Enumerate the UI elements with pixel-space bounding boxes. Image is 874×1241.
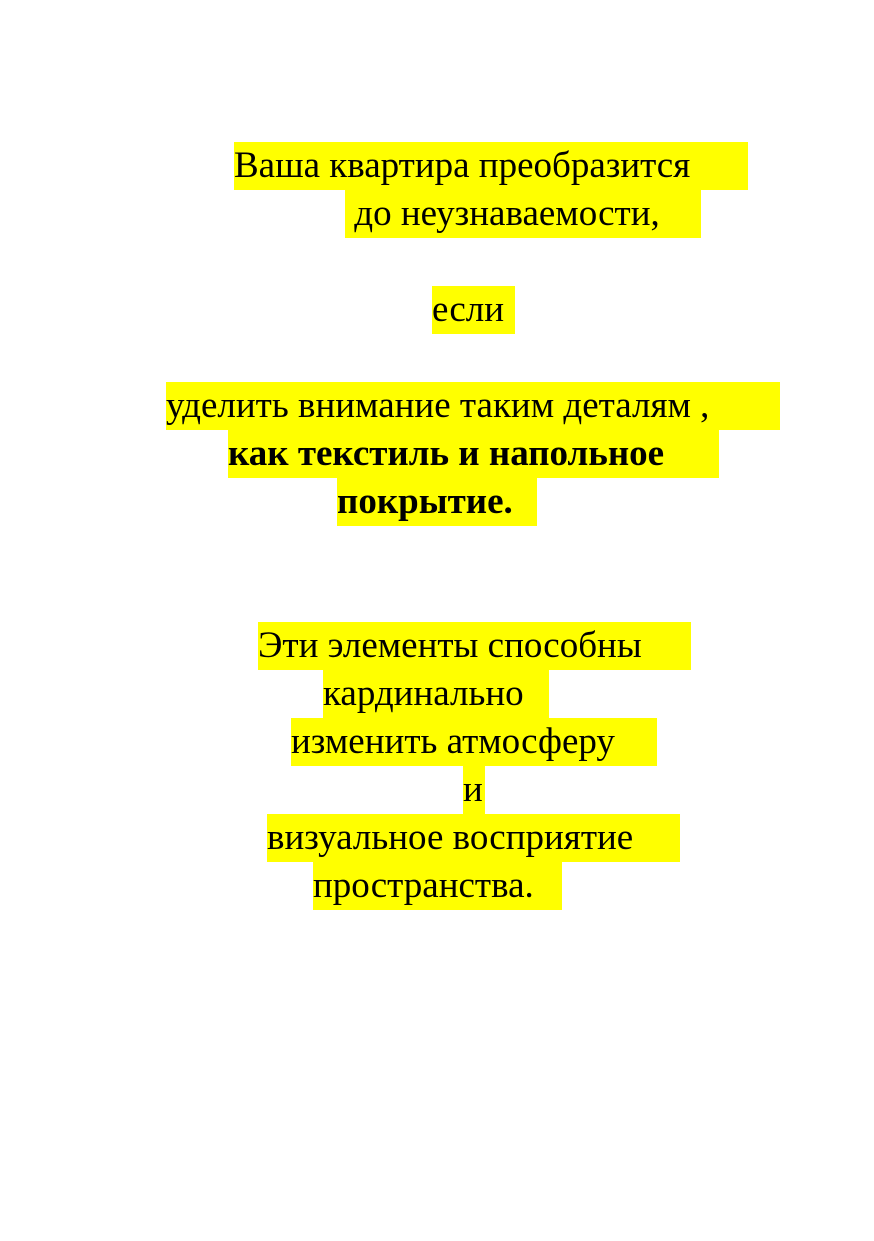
- text-line: уделить внимание таким деталям ,: [166, 382, 780, 430]
- text-line: пространства.: [313, 862, 562, 910]
- text-line: кардинально: [323, 670, 549, 718]
- bold-text-line: как текстиль и напольное: [228, 430, 719, 478]
- bold-text-line: покрытие.: [337, 478, 537, 526]
- text-line: и: [463, 766, 485, 814]
- text-line: до неузнаваемости,: [345, 190, 701, 238]
- text-line: изменить атмосферу: [291, 718, 657, 766]
- text-line: Ваша квартира преобразится: [234, 142, 748, 190]
- text-line: если: [432, 286, 515, 334]
- text-line: Эти элементы способны: [258, 622, 691, 670]
- text-line: визуальное восприятие: [267, 814, 680, 862]
